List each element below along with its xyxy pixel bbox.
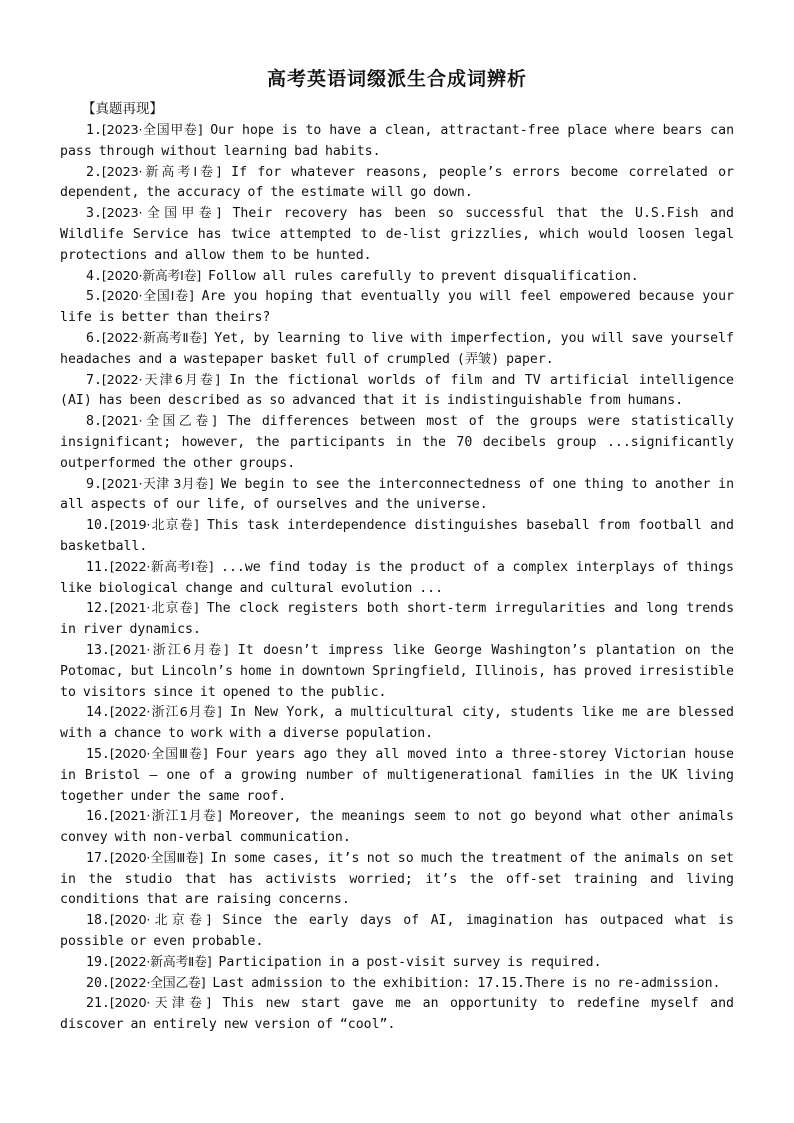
item-source: [2020·北京卷] [109, 913, 211, 929]
item-text: ...we find today is the product of a complex interplays of things like biological change and cultural evolution ... [60, 559, 734, 596]
list-item [60, 163, 734, 205]
item-number: 2. [86, 164, 102, 180]
list-item [60, 807, 734, 849]
item-number: 19. [86, 954, 110, 970]
item-source: [2020·全国Ⅲ卷] [109, 850, 204, 866]
list-item [60, 121, 734, 163]
item-text: Moreover, the meanings seem to not go beyond what other animals convey with non-verbal communication. [60, 809, 734, 846]
item-text: Yet, by learning to live with imperfection, you will save yourself headaches and a wastepaper basket full of crumpled (弄皱) paper. [60, 330, 734, 367]
item-source: [2021·浙江1月卷] [109, 809, 222, 825]
item-number: 20. [86, 975, 110, 991]
item-text: Last admission to the exhibition: 17.15.There is no re-admission. [205, 975, 721, 991]
item-text: Four years ago they all moved into a three-storey Victorian house in Bristol — one of a growing number of multigenerational families in the UK living together under the same roof. [60, 746, 734, 804]
item-text: If for whatever reasons, people’s errors become correlated or dependent, the accuracy of the estimate will go down. [60, 164, 734, 201]
list-item [60, 911, 734, 953]
item-source: [2021·天津 3月卷] [101, 476, 214, 492]
list-item [60, 641, 734, 703]
list-item [60, 516, 734, 558]
item-source: [2023·新高考Ⅰ卷] [101, 164, 221, 180]
item-number: 13. [86, 642, 110, 658]
item-number: 11. [86, 559, 110, 575]
item-source: [2022·全国乙卷] [109, 975, 206, 991]
list-item [60, 371, 734, 413]
list-item [60, 412, 734, 474]
item-number: 21. [86, 996, 110, 1012]
item-source: [2022·新高考Ⅰ卷] [109, 559, 214, 575]
item-number: 10. [86, 518, 110, 534]
item-text: We begin to see the interconnectedness of one thing to another in all aspects of our life, of ourselves and the universe. [60, 476, 735, 513]
list-item [60, 974, 734, 995]
item-text: It doesn’t impress like George Washington’s plantation on the Potomac, but Lincoln’s home in downtown Springfield, Illinois, has proved irresistible to visitors since it opened to the public. [60, 642, 734, 700]
section-heading: 【真题再现】 [82, 101, 163, 117]
item-text: Our hope is to have a clean, attractant-free place where bears can pass through without learning bad habits. [60, 123, 735, 159]
list-item [60, 558, 734, 600]
item-number: 8. [86, 414, 102, 430]
item-source: [2020·新高考Ⅰ卷] [101, 268, 202, 284]
list-item [60, 329, 734, 371]
item-source: [2021·全国乙卷] [101, 414, 217, 430]
item-text: In some cases, it’s not so much the treatment of the animals on set in the studio that has activists worried; it’s the off-set training and living conditions that are raising concerns. [60, 850, 735, 908]
item-number: 3. [86, 206, 102, 222]
item-number: 4. [86, 268, 102, 284]
item-number: 14. [86, 705, 110, 721]
item-source: [2022·浙江6月卷] [109, 705, 222, 721]
list-item [60, 703, 734, 745]
item-number: 12. [86, 601, 110, 617]
list-item [60, 475, 734, 517]
list-item [60, 287, 734, 329]
item-source: [2021·浙江6月卷] [109, 642, 229, 658]
item-source: [2022·新高考Ⅱ卷] [101, 330, 207, 346]
list-item [60, 599, 734, 641]
item-text: In New York, a multicultural city, students like me are blessed with a chance to work with a diverse population. [60, 705, 734, 742]
item-number: 18. [86, 913, 110, 929]
list-item [60, 953, 734, 974]
item-text: Since the early days of AI, imagination has outpaced what is possible or even probable. [60, 913, 735, 950]
item-source: [2020·全国Ⅲ卷] [109, 746, 208, 762]
item-source: [2019·北京卷] [109, 518, 199, 534]
item-source: [2022·天津6月卷] [101, 372, 220, 388]
example-list [60, 121, 734, 1036]
item-number: 16. [86, 809, 110, 825]
item-source: [2021·北京卷] [109, 601, 199, 617]
list-item [60, 204, 734, 266]
item-text: This task interdependence distinguishes baseball from football and basketball. [60, 518, 734, 554]
item-number: 17. [86, 850, 110, 866]
item-text: Participation in a post-visit survey is required. [211, 954, 602, 970]
list-item [60, 267, 734, 288]
item-number: 15. [86, 746, 110, 762]
document-title: 高考英语词缀派生合成词辨析 [266, 68, 527, 90]
item-number: 1. [86, 123, 102, 138]
item-source: [2022·新高考Ⅱ卷] [109, 954, 212, 970]
document-page [60, 66, 734, 1036]
list-item [60, 994, 734, 1036]
item-text: Are you hoping that eventually you will feel empowered because your life is better than theirs? [60, 289, 734, 326]
item-text: The clock registers both short-term irregularities and long trends in river dynamics. [60, 601, 735, 638]
item-source: [2023·全国甲卷] [101, 206, 221, 222]
item-source: [2023·全国甲卷] [101, 123, 203, 138]
item-text: This new start gave me an opportunity to redefine myself and discover an entirely new version of “cool”. [60, 996, 735, 1033]
item-source: [2020·全国Ⅰ卷] [101, 289, 194, 305]
item-source: [2020·天津卷] [109, 996, 211, 1012]
item-text: The differences between most of the groups were statistically insignificant; however, the participants in the 70 decibels group ...significantly outperformed the other groups. [60, 414, 734, 471]
item-text: Follow all rules carefully to prevent disqualification. [201, 268, 639, 284]
list-item [60, 745, 734, 807]
item-number: 6. [86, 330, 102, 346]
item-text: Their recovery has been so successful that the U.S.Fish and Wildlife Service has twice attempted to de-list grizzlies, which would loosen legal protections and allow them to be hunted. [60, 206, 734, 263]
item-text: In the fictional worlds of film and TV artificial intelligence (AI) has been described as so advanced that it is indistinguishable from humans. [60, 372, 734, 409]
item-number: 5. [86, 289, 102, 305]
list-item [60, 849, 734, 911]
item-number: 7. [86, 372, 102, 388]
item-number: 9. [86, 476, 102, 492]
